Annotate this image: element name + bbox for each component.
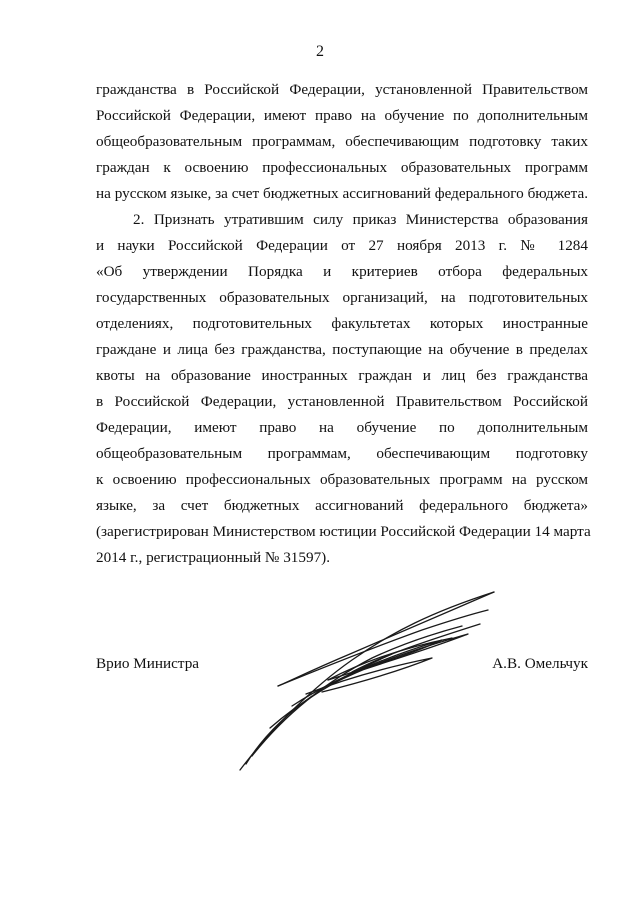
text-line: квоты на образование иностранных граждан и лиц без гражданства <box>96 367 588 384</box>
text-line: 2014 г., регистрационный № 31597). <box>96 549 331 566</box>
text-line: и науки Российской Федерации от 27 ноября 2013 г. № 1284 <box>96 237 588 254</box>
text-line: отделениях, подготовительных факультетах которых иностранные <box>96 315 588 332</box>
signer-name: А.В. Омельчук <box>492 655 588 672</box>
text-line: граждан к освоению профессиональных образовательных программ <box>96 159 588 176</box>
signer-title: Врио Министра <box>96 655 200 672</box>
text-line: общеобразовательным программам, обеспечивающим подготовку таких <box>96 133 588 150</box>
text-line: Российской Федерации, имеют право на обучение по дополнительным <box>96 107 588 124</box>
text-line: (зарегистрирован Министерством юстиции Российской Федерации 14 марта <box>96 523 591 540</box>
text-line: Федерации, имеют право на обучение по дополнительным <box>96 419 588 436</box>
text-line: в Российской Федерации, установленной Правительством Российской <box>96 393 588 410</box>
text-line: к освоению профессиональных образовательных программ на русском <box>96 471 588 488</box>
text-line: на русском языке, за счет бюджетных ассигнований федерального бюджета. <box>96 185 588 202</box>
text-line: государственных образовательных организаций, на подготовительных <box>96 289 588 306</box>
text-line: «Об утверждении Порядка и критериев отбора федеральных <box>96 263 588 280</box>
handwritten-signature <box>232 588 512 774</box>
text-line: общеобразовательным программам, обеспечивающим подготовку <box>96 445 588 462</box>
page-number: 2 <box>316 43 324 60</box>
text-line: гражданства в Российской Федерации, установленной Правительством <box>96 81 588 98</box>
text-line: граждане и лица без гражданства, поступающие на обучение в пределах <box>96 341 588 358</box>
text-line: языке, за счет бюджетных ассигнований федерального бюджета» <box>96 497 588 514</box>
text-line: 2. Признать утратившим силу приказ Министерства образования <box>133 211 588 228</box>
